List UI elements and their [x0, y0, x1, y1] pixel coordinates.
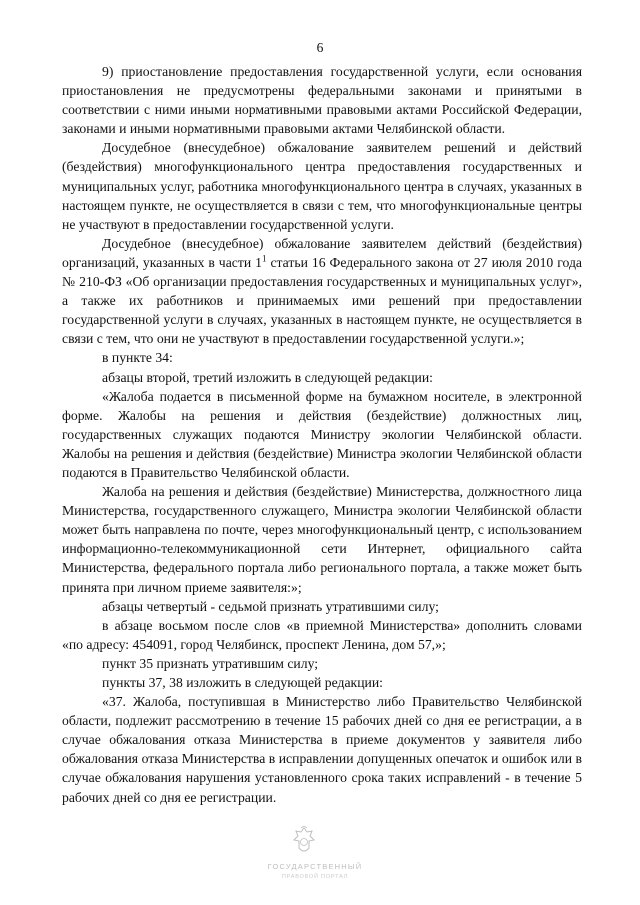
paragraph-12: «37. Жалоба, поступившая в Министерство либо Правительство Челябинской области, подлежит рассмотрению в течение 15 рабочих дней со дня ее регистрации, а в случае обжалования отказа Министерства в приеме документов у заявителя либо обжалования отказа Министерства в исправлении допущенных опечаток и ошибок или в случае обжалования нарушения установленного срока таких исправлений - в течение 5 рабочих дней со дня ее регистрации.	[62, 694, 582, 805]
stamp-line-1: ГОСУДАРСТВЕННЫЙ	[267, 862, 363, 871]
paragraph-9: в абзаце восьмом после слов «в приемной Министерства» дополнить словами «по адресу: 454091, город Челябинск, проспект Ленина, дом 57,»;	[62, 617, 582, 652]
paragraph-4: в пункте 34:	[102, 350, 173, 366]
paragraph-3	[62, 234, 582, 349]
paragraph-11: пункты 37, 38 изложить в следующей редакции:	[102, 675, 383, 690]
page-number: 6	[316, 40, 324, 55]
document-body	[62, 62, 582, 807]
paragraph-8: абзацы четвертый - седьмой признать утратившими силу;	[102, 598, 439, 614]
paragraph-6: «Жалоба подается в письменной форме на бумажном носителе, в электронной форме. Жалобы на решения и действия (бездействие) должностных лиц, государственных служащих подаются Министру экологии Челябинской области. Жалобы на решения и действия (бездействие) Министра экологии Челябинской области подаются в Правительство Челябинской области.	[62, 388, 582, 480]
coat-of-arms-icon	[291, 826, 317, 856]
paragraph-3-start: Досудебное (внесудебное) обжалование заявителем действий (бездействия) организаций, указанных в части 1	[62, 235, 582, 270]
superscript-footnote: 1	[261, 253, 267, 264]
portal-stamp	[240, 826, 390, 890]
paragraph-2: Досудебное (внесудебное) обжалование заявителем решений и действий (бездействия) многофункционального центра предоставления государственных и муниципальных услуг, работника многофункционального центра в случаях, указанных в настоящем пункте, не осуществляется в связи с тем, что многофункциональные центры не участвуют в предоставлении государственной услуги.	[62, 140, 582, 232]
paragraph-3-end: статьи 16 Федерального закона от 27 июля 2010 года № 210-ФЗ «Об организации предоставления государственных и муниципальных услуг», а также их работников и принимаемых ими решений при предоставлении государственной услуги в случаях, указанных в настоящем пункте, не осуществляется в связи с тем, что они не участвуют в предоставлении государственной услуги.»;	[62, 254, 582, 347]
paragraph-5: абзацы второй, третий изложить в следующей редакции:	[102, 369, 433, 385]
paragraph-1: 9) приостановление предоставления государственной услуги, если основания приостановления не предусмотрены федеральными законами и принятыми в соответствии с ними иными нормативными правовыми актами Российской Федерации, законами и иными нормативными правовыми актами Челябинской области.	[62, 64, 582, 137]
stamp-line-2: ПРАВОВОЙ ПОРТАЛ	[281, 874, 349, 880]
paragraph-10: пункт 35 признать утратившим силу;	[102, 655, 319, 671]
paragraph-7: Жалоба на решения и действия (бездействие) Министерства, должностного лица Министерства, государственного служащего, Министра экологии Челябинской области может быть направлена по почте, через многофункциональный центр, с использованием информационно-телекоммуникационной сети Интернет, официального сайта Министерства, федерального портала либо регионального портала, а также может быть принята при личном приеме заявителя:»;	[62, 484, 582, 595]
